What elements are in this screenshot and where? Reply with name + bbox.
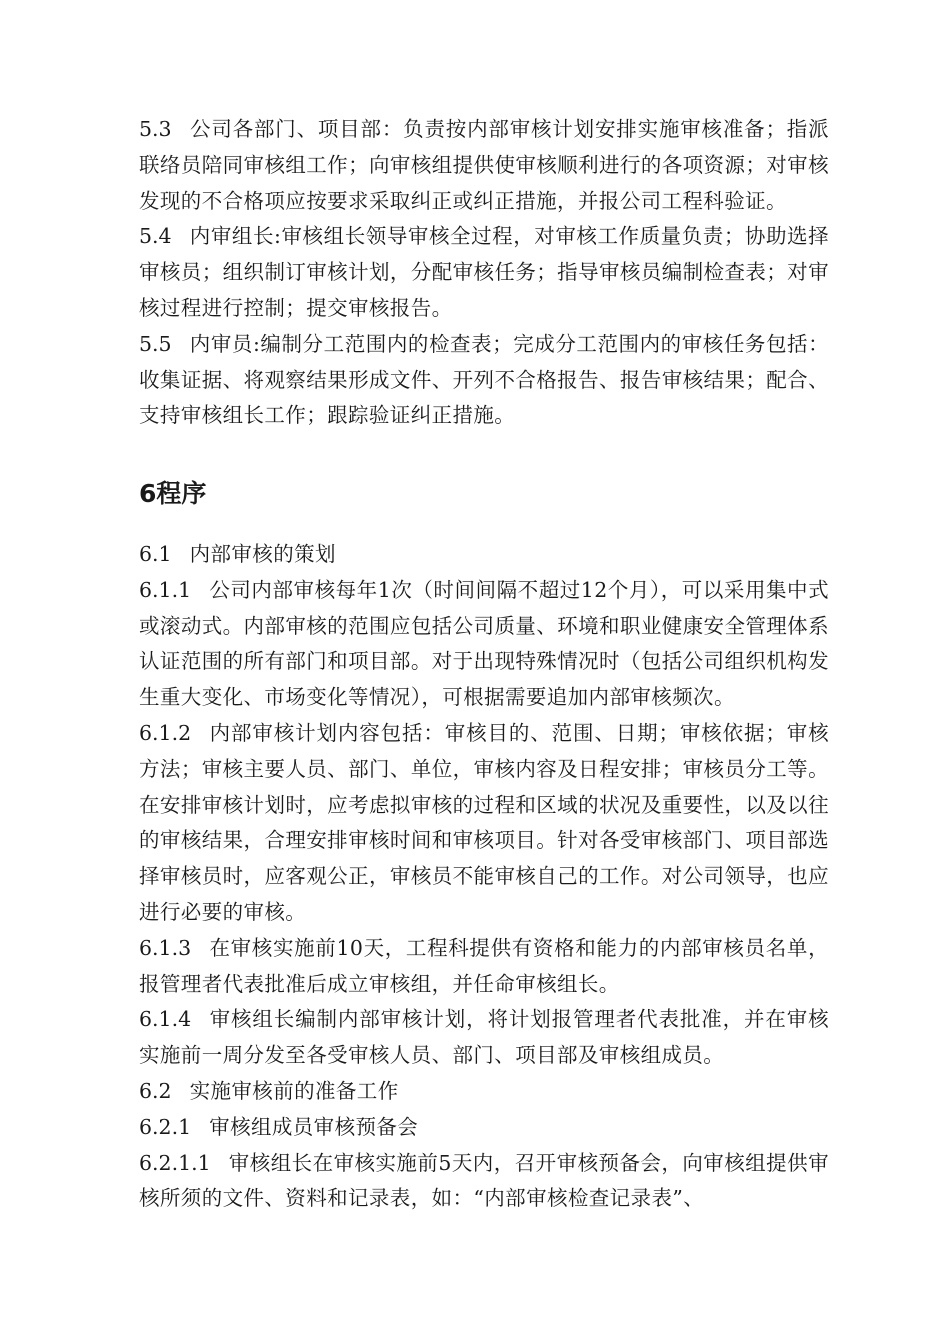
paragraph-6-1-1 xyxy=(139,573,829,716)
clause-text: 内部审核的策划 xyxy=(189,542,336,566)
section-5-block xyxy=(139,112,829,434)
paragraph-6-1-4 xyxy=(139,1002,829,1074)
clause-text: 公司各部门、项目部：负责按内部审核计划安排实施审核准备；指派联络员陪同审核组工作；向审核组提供使审核顺利进行的各项资源；对审核发现的不合格项应按要求采取纠正或纠正措施，并报公司工程科验证。 xyxy=(139,117,829,213)
clause-text: 审核组长编制内部审核计划，将计划报管理者代表批准，并在审核实施前一周分发至各受审核人员、部门、项目部及审核组成员。 xyxy=(139,1007,829,1068)
clause-text: 在审核实施前10天，工程科提供有资格和能力的内部审核员名单，报管理者代表批准后成立审核组，并任命审核组长。 xyxy=(139,935,829,996)
clause-number: 6.2.1 xyxy=(139,1114,192,1139)
paragraph-6-2-1 xyxy=(139,1110,829,1146)
paragraph-5-4 xyxy=(139,219,829,326)
clause-number: 6.1.4 xyxy=(139,1007,192,1032)
clause-number: 6.1.1 xyxy=(139,577,192,602)
clause-text: 实施审核前的准备工作 xyxy=(189,1078,399,1103)
clause-number: 5.3 xyxy=(139,117,172,141)
paragraph-6-1-3 xyxy=(139,931,829,1003)
clause-number: 6.1 xyxy=(139,542,172,566)
clause-number: 6.2.1.1 xyxy=(139,1150,211,1175)
clause-number: 6.1.3 xyxy=(139,935,192,960)
section-heading: 6程序 xyxy=(139,479,207,508)
clause-text: 审核组长在审核实施前5天内，召开审核预备会，向审核组提供审核所须的文件、资料和记录表，如：“内部审核检查记录表”、 xyxy=(139,1150,829,1211)
paragraph-6-1 xyxy=(139,537,829,573)
paragraph-6-2-1-1 xyxy=(139,1146,829,1218)
clause-number: 6.2 xyxy=(139,1078,172,1103)
clause-number: 5.4 xyxy=(139,224,172,249)
section-6-block xyxy=(139,537,829,1217)
paragraph-5-5 xyxy=(139,327,829,434)
clause-text: 内审组长:审核组长领导审核全过程，对审核工作质量负责；协助选择审核员；组织制订审核计划，分配审核任务；指导审核员编制检查表；对审核过程进行控制；提交审核报告。 xyxy=(139,224,829,320)
paragraph-5-3 xyxy=(139,112,829,219)
clause-number: 6.1.2 xyxy=(139,720,192,745)
paragraph-6-2 xyxy=(139,1074,829,1110)
clause-text: 公司内部审核每年1次（时间间隔不超过12个月），可以采用集中式或滚动式。内部审核的范围应包括公司质量、环境和职业健康安全管理体系认证范围的所有部门和项目部。对于出现特殊情况时（包括公司组织机构发生重大变化、市场变化等情况），可根据需要追加内部审核频次。 xyxy=(139,577,829,710)
clause-text: 内部审核计划内容包括：审核目的、范围、日期；审核依据；审核方法；审核主要人员、部门、单位，审核内容及日程安排；审核员分工等。在安排审核计划时，应考虑拟审核的过程和区域的状况及重要性，以及以往的审核结果，合理安排审核时间和审核项目。针对各受审核部门、项目部选择审核员时，应客观公正，审核员不能审核自己的工作。对公司领导，也应进行必要的审核。 xyxy=(139,720,829,924)
paragraph-6-1-2 xyxy=(139,716,829,931)
clause-number: 5.5 xyxy=(139,331,172,356)
clause-text: 审核组成员审核预备会 xyxy=(209,1114,419,1139)
clause-text: 内审员:编制分工范围内的检查表；完成分工范围内的审核任务包括：收集证据、将观察结果形成文件、开列不合格报告、报告审核结果；配合、支持审核组长工作；跟踪验证纠正措施。 xyxy=(139,331,829,428)
